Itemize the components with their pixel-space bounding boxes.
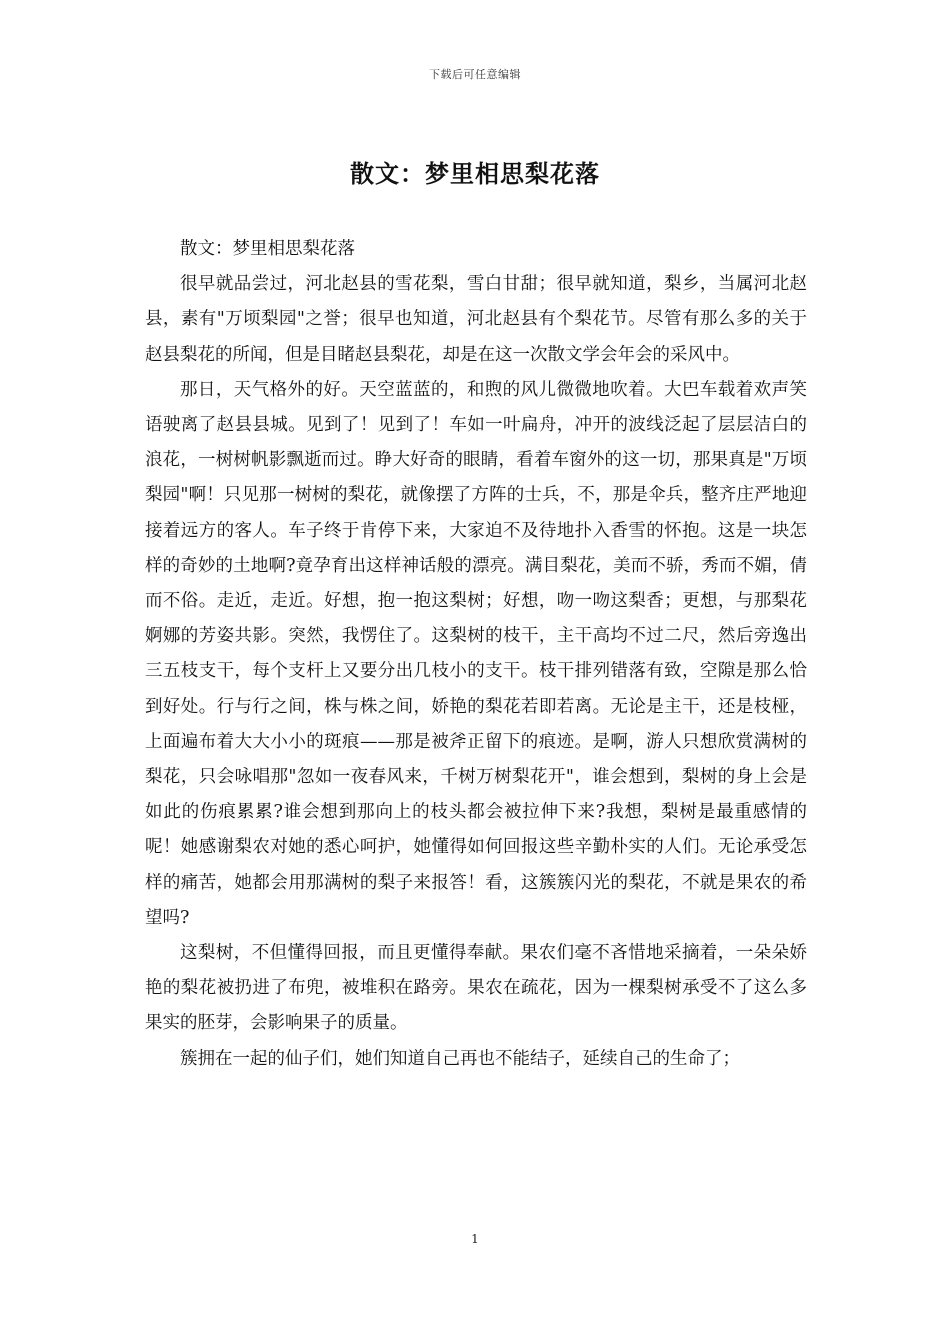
paragraph: 这梨树，不但懂得回报，而且更懂得奉献。果农们毫不吝惜地采摘着，一朵朵娇艳的梨花被扔进了布兜，被堆积在路旁。果农在疏花，因为一棵梨树承受不了这么多果实的胚芽，会影响果子的质量。 <box>145 943 807 1034</box>
header-note: 下载后可任意编辑 <box>429 68 521 81</box>
document-title: 散文：梦里相思梨花落 <box>350 159 600 188</box>
document-body <box>145 232 807 1077</box>
paragraph: 散文：梦里相思梨花落 <box>180 239 355 259</box>
paragraph: 很早就品尝过，河北赵县的雪花梨，雪白甘甜；很早就知道，梨乡，当属河北赵县，素有"万顷梨园"之誉；很早也知道，河北赵县有个梨花节。尽管有那么多的关于赵县梨花的所闻，但是目睹赵县梨花，却是在这一次散文学会年会的采风中。 <box>145 274 807 365</box>
page-number: 1 <box>471 1232 479 1246</box>
paragraph: 簇拥在一起的仙子们，她们知道自己再也不能结子，延续自己的生命了； <box>180 1048 740 1069</box>
paragraph: 那日，天气格外的好。天空蓝蓝的，和煦的风儿微微地吹着。大巴车载着欢声笑语驶离了赵县县城。见到了！见到了！车如一叶扁舟，冲开的波线泛起了层层洁白的浪花，一树树帆影飘逝而过。睁大好奇的眼睛，看着车窗外的这一切，那果真是"万顷梨园"啊！只见那一树树的梨花，就像摆了方阵的士兵，不，那是伞兵，整齐庄严地迎接着远方的客人。车子终于肯停下来，大家迫不及待地扑入香雪的怀抱。这是一块怎样的奇妙的土地啊?竟孕育出这样神话般的漂亮。满目梨花，美而不骄，秀而不媚，倩而不俗。走近，走近。好想，抱一抱这梨树；好想，吻一吻这梨香；更想，与那梨花婀娜的芳姿共影。突然，我愣住了。这梨树的枝干，主干高均不过二尺，然后旁逸出三五枝支干，每个支杆上又要分出几枝小的支干。枝干排列错落有致，空隙是那么恰到好处。行与行之间，株与株之间，娇艳的梨花若即若离。无论是主干，还是枝桠，上面遍布着大大小小的斑痕——那是被斧正留下的痕迹。是啊，游人只想欣赏满树的梨花，只会咏唱那"忽如一夜春风来，千树万树梨花开"，谁会想到，梨树的身上会是如此的伤痕累累?谁会想到那向上的枝头都会被拉伸下来?我想，梨树是最重感情的呢！她感谢梨农对她的悉心呵护，她懂得如何回报这些辛勤朴实的人们。无论承受怎样的痛苦，她都会用那满树的梨子来报答！看，这簇簇闪光的梨花，不就是果农的希望吗? <box>145 379 807 928</box>
